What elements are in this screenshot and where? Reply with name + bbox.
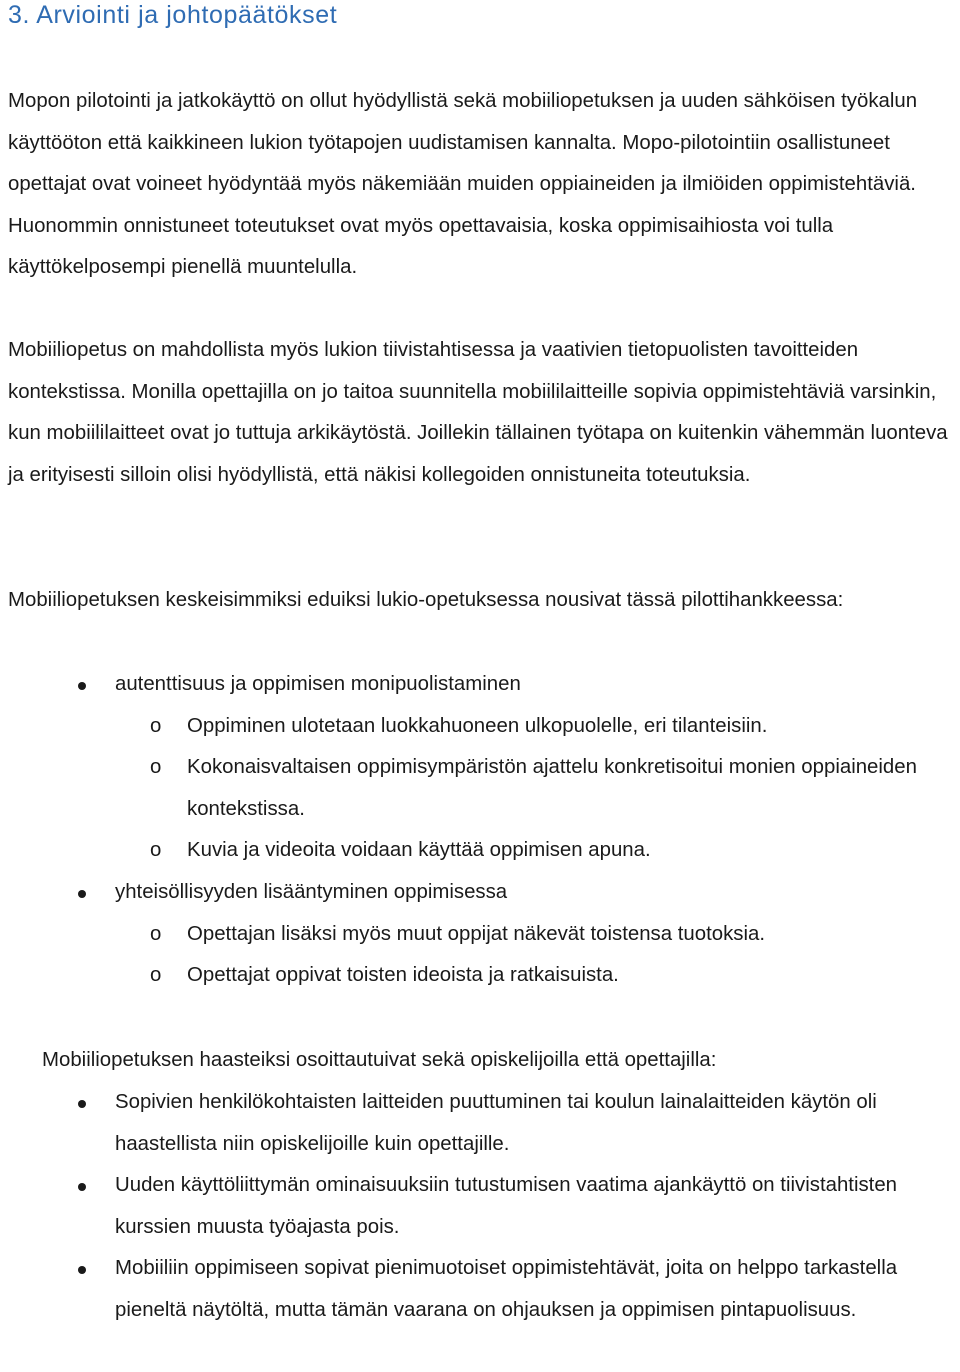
paragraph-benefits-intro: Mobiiliopetuksen keskeisimmiksi eduiksi lukio-opetuksessa nousivat tässä pilottihankkeessa: xyxy=(8,589,844,611)
sub-list-item-label: Opettajat oppivat toisten ideoista ja ratkaisuista. xyxy=(187,964,619,987)
bullet-icon xyxy=(78,890,86,898)
sub-list-item-label: Kokonaisvaltaisen oppimisympäristön ajattelu konkretisoitui monien oppiaineiden kontekstissa. xyxy=(187,756,917,820)
paragraph-challenges-intro: Mobiiliopetuksen haasteiksi osoittautuivat sekä opiskelijoilla että opettajilla: xyxy=(42,1049,717,1071)
sub-list-item-label: Oppiminen ulotetaan luokkahuoneen ulkopuolelle, eri tilanteisiin. xyxy=(187,714,768,737)
sub-list-item xyxy=(115,706,940,748)
bullet-icon xyxy=(78,1100,86,1108)
benefits-list xyxy=(0,664,960,997)
circle-bullet-icon: o xyxy=(150,964,162,987)
challenges-list xyxy=(0,1082,960,1332)
circle-bullet-icon: o xyxy=(150,756,162,779)
list-item-label: autenttisuus ja oppimisen monipuolistaminen xyxy=(115,673,521,695)
list-item xyxy=(0,1082,960,1165)
sub-list xyxy=(115,914,940,997)
sub-list-item xyxy=(115,830,940,872)
paragraph-intro: Mopon pilotointi ja jatkokäyttö on ollut hyödyllistä sekä mobiiliopetuksen ja uuden sähköisen työkalun käyttööton että kaikkineen lukion työtapojen uudistamisen kannalta. Mopo-pilotointiin osallistuneet opettajat ovat voineet hyödyntää myös näkemiään muiden oppiaineiden ja ilmiöiden oppimistehtäviä. Huonommin onnistuneet toteutukset ovat myös opettavaisia, koska oppimisaihiosta voi tulla käyttökelposempi pienellä muuntelulla. xyxy=(8,90,918,279)
sub-list xyxy=(115,706,940,872)
list-item xyxy=(0,1165,960,1248)
list-item-label: Sopivien henkilökohtaisten laitteiden puuttuminen tai koulun lainalaitteiden käytön oli haastellista niin opiskelijoille kuin opettajille. xyxy=(115,1091,877,1155)
circle-bullet-icon: o xyxy=(150,839,162,862)
list-item xyxy=(0,1248,960,1331)
sub-list-item xyxy=(115,914,940,956)
bullet-icon xyxy=(78,682,86,690)
circle-bullet-icon: o xyxy=(150,714,162,737)
sub-list-item-label: Opettajan lisäksi myös muut oppijat näkevät toistensa tuotoksia. xyxy=(187,922,766,945)
section-heading: 3. Arviointi ja johtopäätökset xyxy=(8,1,338,29)
bullet-icon xyxy=(78,1266,86,1274)
sub-list-item xyxy=(115,747,940,830)
list-item-label: yhteisöllisyyden lisääntyminen oppimisessa xyxy=(115,880,508,903)
sub-list-item-label: Kuvia ja videoita voidaan käyttää oppimisen apuna. xyxy=(187,839,651,862)
list-item xyxy=(0,872,960,997)
list-item xyxy=(0,664,960,872)
list-item-label: Mobiiliin oppimiseen sopivat pienimuotoiset oppimistehtävät, joita on helppo tarkastella pieneltä näytöltä, mutta tämän vaarana on ohjauksen ja oppimisen pintapuolisuus. xyxy=(115,1257,898,1321)
bullet-icon xyxy=(78,1183,86,1191)
sub-list-item xyxy=(115,955,940,997)
list-item-label: Uuden käyttöliittymän ominaisuuksiin tutustumisen vaatima ajankäyttö on tiivistahtisten kurssien muusta työajasta pois. xyxy=(115,1174,898,1238)
paragraph-mobile-teaching: Mobiiliopetus on mahdollista myös lukion tiivistahtisessa ja vaativien tietopuolisten tavoitteiden kontekstissa. Monilla opettajilla on jo taitoa suunnitella mobiililaitteille sopivia oppimistehtäviä varsinkin, kun mobiililaitteet ovat jo tuttuja arkikäytöstä. Joillekin tällainen työtapa on kuitenkin vähemmän luonteva ja erityisesti silloin olisi hyödyllistä, että näkisi kollegoiden onnistuneita toteutuksia. xyxy=(8,339,948,486)
circle-bullet-icon: o xyxy=(150,922,162,945)
